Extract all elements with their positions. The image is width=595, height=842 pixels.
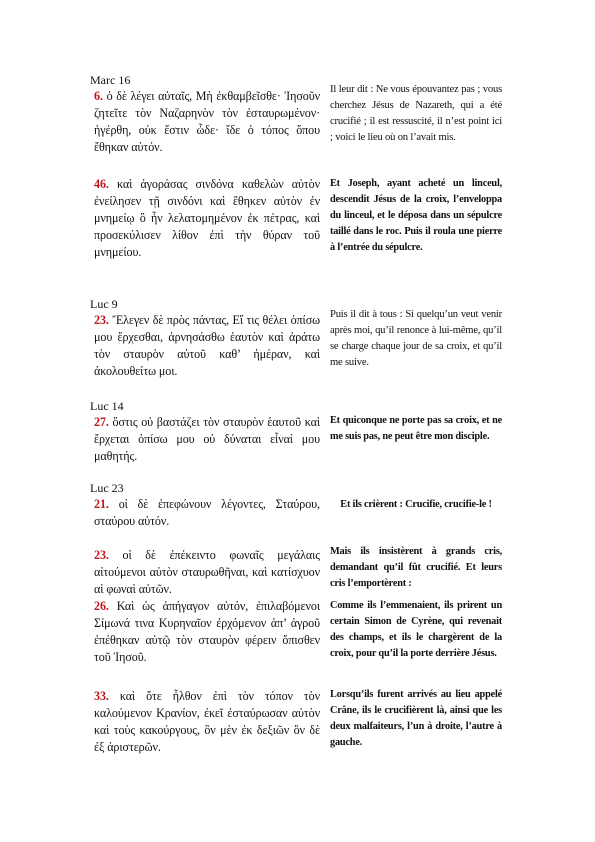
greek-text: Ἔλεγεν δὲ πρὸς πάντας, Εἴ τις θέλει ὀπίσω μου ἔρχεσθαι, ἀρνησάσθω ἑαυτὸν καὶ ἀράτω τὸν σταυρὸν αὐτοῦ καθ’ ἡμέραν, καὶ ἀκολουθείτω μοι. — [94, 313, 320, 378]
verse-number: 27. — [94, 415, 109, 429]
greek-verse — [94, 88, 320, 156]
greek-text: οἱ δὲ ἐπέκειντο φωναῖς μεγάλαις αἰτούμενοι αὐτὸν σταυρωθῆναι, καὶ κατίσχυον αἱ φωναὶ αὐτῶν. — [94, 548, 320, 596]
greek-text: καὶ ἀγοράσας σινδόνα καθελὼν αὐτὸν ἐνείλησεν τῇ σινδόνι καὶ ἔθηκεν αὐτὸν ἐν μνημείῳ ὃ ἦν λελατομημένον ἐκ πέτρας, καὶ προσεκύλισεν λίθον ἐπὶ τὴν θύραν τοῦ μνημείου. — [94, 177, 320, 259]
greek-text: ὅστις οὐ βαστάζει τὸν σταυρὸν ἑαυτοῦ καὶ ἔρχεται ὀπίσω μου οὐ δύναται εἶναί μου μαθητής. — [94, 415, 320, 463]
french-translation: Il leur dit : Ne vous épouvantez pas ; vous cherchez Jésus de Nazareth, qui a été crucifié ; il est ressuscité, il n’est point ici ; voici le lieu où on l’avait mis. — [330, 84, 502, 143]
verse-number: 46. — [94, 177, 109, 191]
verse-number: 6. — [94, 89, 103, 103]
section-title-luc-14: Luc 14 — [90, 399, 124, 413]
french-translation: Et Joseph, ayant acheté un linceul, descendit Jésus de la croix, l’enveloppa du linceul, et le déposa dans un sépulcre taillé dans le roc. Puis il roula une pierre à l’entrée du sépulcre. — [330, 178, 502, 253]
greek-text: καὶ ὅτε ἦλθον ἐπὶ τὸν τόπον τὸν καλούμενον Κρανίον, ἐκεῖ ἐσταύρωσαν αὐτὸν καὶ τοὺς κακούργους, ὃν μὲν ἐκ δεξιῶν ὃν δὲ ἐξ ἀριστερῶν. — [94, 689, 320, 754]
section-title-luc-23: Luc 23 — [90, 481, 124, 495]
greek-verse — [94, 496, 320, 530]
french-translation: Lorsqu’ils furent arrivés au lieu appelé Crâne, ils le crucifièrent là, ainsi que les deux malfaiteurs, l’un à droite, l’autre à gauche. — [330, 689, 502, 748]
french-translation: Et ils crièrent : Crucifie, crucifie-le ! — [340, 499, 492, 510]
section-title-luc-9: Luc 9 — [90, 297, 118, 311]
greek-verse — [94, 547, 320, 598]
french-translation: Et quiconque ne porte pas sa croix, et ne me suis pas, ne peut être mon disciple. — [330, 415, 502, 442]
french-translation: Comme ils l’emmenaient, ils prirent un certain Simon de Cyrène, qui revenait des champs, et ils le chargèrent de la croix, pour qu’il la porte derrière Jésus. — [330, 600, 502, 659]
greek-verse — [94, 598, 320, 666]
french-translation: Puis il dit à tous : Si quelqu’un veut venir après moi, qu’il renonce à lui-même, qu’il se charge chaque jour de sa croix, et qu’il me suive. — [330, 309, 502, 368]
verse-number: 23. — [94, 313, 109, 327]
greek-verse — [94, 414, 320, 465]
greek-text: ὁ δὲ λέγει αὐταῖς, Μὴ ἐκθαμβεῖσθε· Ἰησοῦν ζητεῖτε τὸν Ναζαρηνὸν τὸν ἐσταυρωμένον· ἠγέρθη, οὐκ ἔστιν ὧδε· ἴδε ὁ τόπος ὅπου ἔθηκαν αὐτόν. — [94, 89, 320, 154]
greek-text: οἱ δὲ ἐπεφώνουν λέγοντες, Σταύρου, σταύρου αὐτόν. — [94, 497, 320, 528]
verse-number: 21. — [94, 497, 109, 511]
verse-number: 33. — [94, 689, 109, 703]
section-title-marc-16: Marc 16 — [90, 73, 131, 87]
verse-number: 26. — [94, 599, 109, 613]
french-translation: Mais ils insistèrent à grands cris, demandant qu’il fût crucifié. Et leurs cris l’emportèrent : — [330, 546, 502, 589]
verse-number: 23. — [94, 548, 109, 562]
greek-verse — [94, 312, 320, 380]
greek-verse — [94, 176, 320, 261]
greek-text: Καὶ ὡς ἀπήγαγον αὐτόν, ἐπιλαβόμενοι Σίμωνά τινα Κυρηναῖον ἐρχόμενον ἀπ’ ἀγροῦ ἐπέθηκαν αὐτῷ τὸν σταυρὸν φέρειν ὄπισθεν τοῦ Ἰησοῦ. — [94, 599, 320, 664]
greek-verse — [94, 688, 320, 756]
